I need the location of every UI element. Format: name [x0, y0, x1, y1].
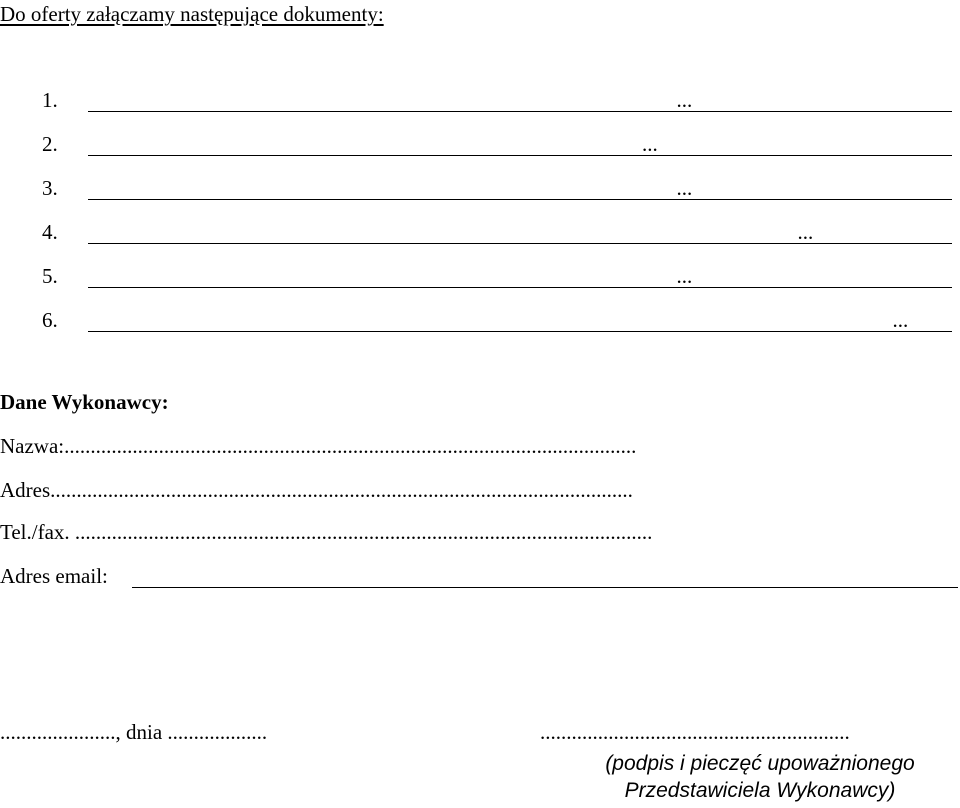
document-item[interactable]	[42, 178, 952, 202]
document-dots: ...	[676, 264, 693, 288]
page-heading: Do oferty załączamy następujące dokumenty:	[0, 2, 384, 26]
document-dots: ...	[676, 176, 693, 200]
phone-label: Tel./fax.	[0, 522, 70, 543]
document-dots: ...	[892, 308, 909, 332]
phone-value: ..............................................................................................................	[69, 522, 653, 543]
document-line	[88, 134, 952, 156]
document-number: 2.	[42, 132, 58, 156]
address-field[interactable]	[0, 480, 948, 501]
name-field[interactable]	[0, 436, 945, 457]
document-dots: ...	[797, 220, 814, 244]
document-number: 5.	[42, 264, 58, 288]
signature-caption: (podpis i pieczęć upoważnionego Przedstawiciela Wykonawcy)	[605, 752, 915, 802]
document-number: 3.	[42, 176, 58, 200]
document-number: 4.	[42, 220, 58, 244]
phone-field[interactable]	[0, 522, 948, 543]
document-number: 6.	[42, 308, 58, 332]
address-label: Adres	[0, 480, 51, 501]
document-dots: ...	[641, 132, 658, 156]
document-line	[88, 266, 952, 288]
signature-line[interactable]: ...........................................................	[540, 722, 850, 743]
document-item[interactable]	[42, 266, 952, 290]
address-value: ...............................................................................................................	[50, 480, 633, 501]
name-label: Nazwa:	[0, 436, 65, 457]
document-line	[88, 178, 952, 200]
place-date-field[interactable]: ......................, dnia ...................	[0, 720, 268, 744]
section-title: Dane Wykonawcy:	[0, 390, 169, 414]
email-label: Adres email:	[0, 564, 108, 588]
document-line	[88, 222, 952, 244]
document-dots: ...	[676, 88, 693, 112]
document-item[interactable]	[42, 90, 952, 114]
email-field[interactable]	[0, 566, 958, 590]
document-item[interactable]	[42, 134, 952, 158]
document-item[interactable]	[42, 222, 952, 246]
email-line	[132, 566, 958, 588]
document-line	[88, 310, 952, 332]
name-value: .............................................................................................................	[64, 436, 637, 457]
document-line	[88, 90, 952, 112]
document-number: 1.	[42, 88, 58, 112]
document-item[interactable]	[42, 310, 952, 334]
